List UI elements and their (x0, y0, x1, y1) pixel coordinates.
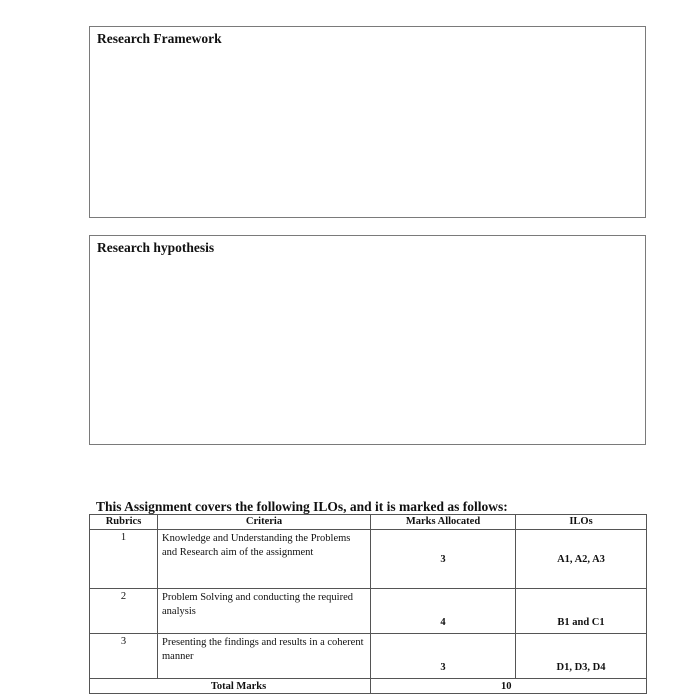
row-criteria: Problem Solving and conducting the required analysis (158, 589, 371, 634)
row-ilos: B1 and C1 (516, 589, 647, 634)
total-row (90, 679, 647, 694)
header-rubrics: Rubrics (90, 515, 158, 530)
research-hypothesis-box (89, 235, 646, 445)
header-criteria: Criteria (158, 515, 371, 530)
row-marks: 3 (371, 530, 516, 589)
research-hypothesis-title: Research hypothesis (97, 240, 215, 255)
table-row (90, 589, 647, 634)
row-rubric: 1 (90, 530, 158, 589)
row-ilos: D1, D3, D4 (516, 634, 647, 679)
row-rubric: 2 (90, 589, 158, 634)
row-marks: 4 (371, 589, 516, 634)
total-label: Total Marks (90, 679, 371, 694)
table-row (90, 530, 647, 589)
row-rubric: 3 (90, 634, 158, 679)
row-marks: 3 (371, 634, 516, 679)
header-marks: Marks Allocated (371, 515, 516, 530)
research-framework-title: Research Framework (97, 31, 222, 46)
assessment-caption: This Assignment covers the following ILOs, and it is marked as follows: (96, 499, 508, 514)
row-ilos: A1, A2, A3 (516, 530, 647, 589)
research-framework-box (89, 26, 646, 218)
assessment-table (89, 514, 647, 694)
row-criteria: Knowledge and Understanding the Problems and Research aim of the assignment (158, 530, 371, 589)
row-criteria: Presenting the findings and results in a coherent manner (158, 634, 371, 679)
total-value: 10 (371, 679, 647, 694)
table-row (90, 634, 647, 679)
table-header-row (90, 515, 647, 530)
header-ilos: ILOs (516, 515, 647, 530)
